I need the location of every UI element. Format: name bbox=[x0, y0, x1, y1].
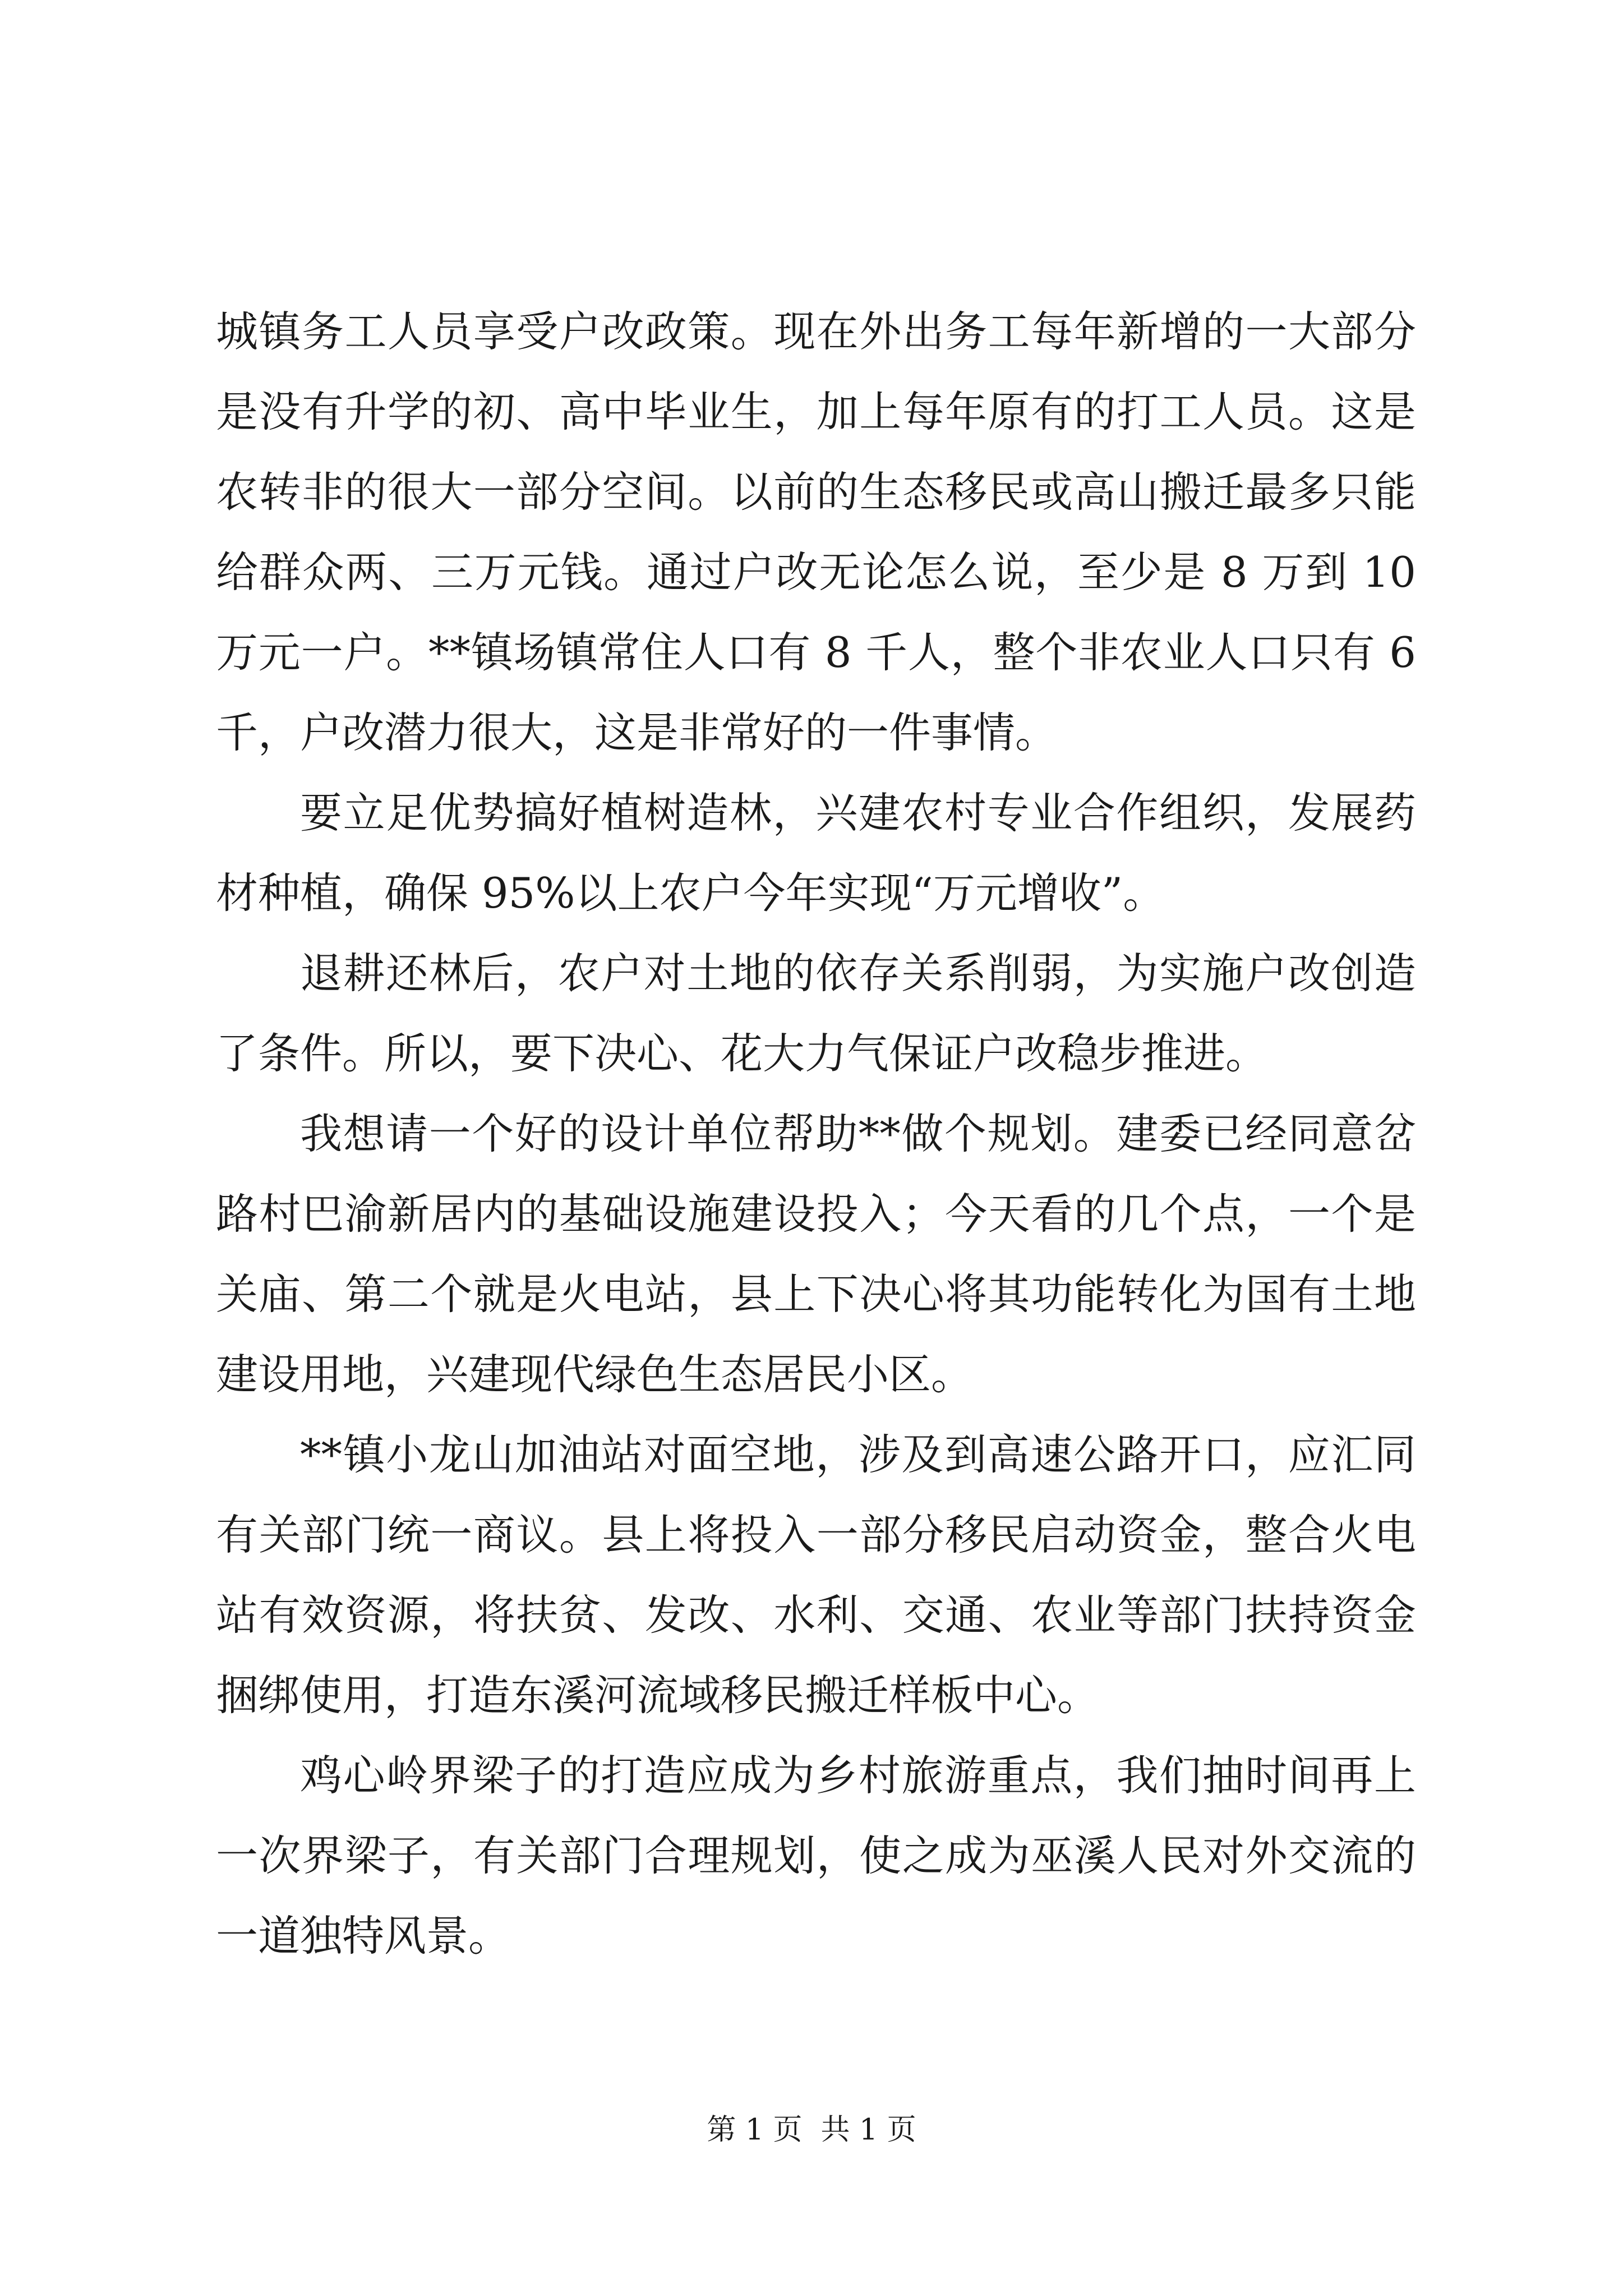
paragraph bbox=[216, 1736, 1416, 1976]
paragraph bbox=[216, 1094, 1416, 1415]
text-line: 一道独特风景。 bbox=[216, 1911, 511, 1961]
text-line: 关庙、第二个就是火电站，县上下决心将其功能转化为国有土地 bbox=[216, 1269, 1416, 1319]
text-line: 了条件。所以，要下决心、花大力气保证户改稳步推进。 bbox=[216, 1029, 1268, 1078]
text-line: 万元一户。**镇场镇常住人口有 8 千人，整个非农业人口只有 6 bbox=[216, 628, 1416, 677]
paragraph bbox=[216, 292, 1416, 773]
paragraph bbox=[216, 773, 1416, 933]
text-line: 退耕还林后，农户对土地的依存关系削弱，为实施户改创造 bbox=[300, 949, 1416, 998]
text-line: 是没有升学的初、高中毕业生，加上每年原有的打工人员。这是 bbox=[216, 387, 1416, 436]
text-line: 材种植，确保 95%以上农户今年实现“万元增收”。 bbox=[216, 868, 1165, 918]
text-line: 给群众两、三万元钱。通过户改无论怎么说，至少是 8 万到 10 bbox=[216, 547, 1416, 597]
text-line: 有关部门统一商议。县上将投入一部分移民启动资金，整合火电 bbox=[216, 1510, 1416, 1559]
text-line: 一次界梁子，有关部门合理规划，使之成为巫溪人民对外交流的 bbox=[216, 1831, 1416, 1880]
text-line: 站有效资源，将扶贫、发改、水利、交通、农业等部门扶持资金 bbox=[216, 1590, 1416, 1640]
text-line: 千，户改潜力很大，这是非常好的一件事情。 bbox=[216, 708, 1058, 757]
text-line: 我想请一个好的设计单位帮助**做个规划。建委已经同意岔 bbox=[300, 1109, 1416, 1158]
text-line: 城镇务工人员享受户改政策。现在外出务工每年新增的一大部分 bbox=[216, 307, 1416, 356]
text-line: 路村巴渝新居内的基础设施建设投入；今天看的几个点，一个是 bbox=[216, 1189, 1416, 1239]
text-line: 鸡心岭界梁子的打造应成为乡村旅游重点，我们抽时间再上 bbox=[300, 1751, 1416, 1800]
text-line: 捆绑使用，打造东溪河流域移民搬迁样板中心。 bbox=[216, 1671, 1100, 1720]
text-line: 农转非的很大一部分空间。以前的生态移民或高山搬迁最多只能 bbox=[216, 467, 1416, 517]
page-number-label: 第 1 页 共 1 页 bbox=[707, 2113, 916, 2147]
text-line: 建设用地，兴建现代绿色生态居民小区。 bbox=[216, 1350, 974, 1399]
paragraph bbox=[216, 933, 1416, 1094]
text-line: 要立足优势搞好植树造林，兴建农村专业合作组织，发展药 bbox=[300, 788, 1416, 838]
document-body bbox=[216, 292, 1416, 1976]
page-footer bbox=[0, 2110, 1623, 2150]
paragraph bbox=[216, 1415, 1416, 1736]
text-line: **镇小龙山加油站对面空地，涉及到高速公路开口，应汇同 bbox=[300, 1430, 1416, 1479]
